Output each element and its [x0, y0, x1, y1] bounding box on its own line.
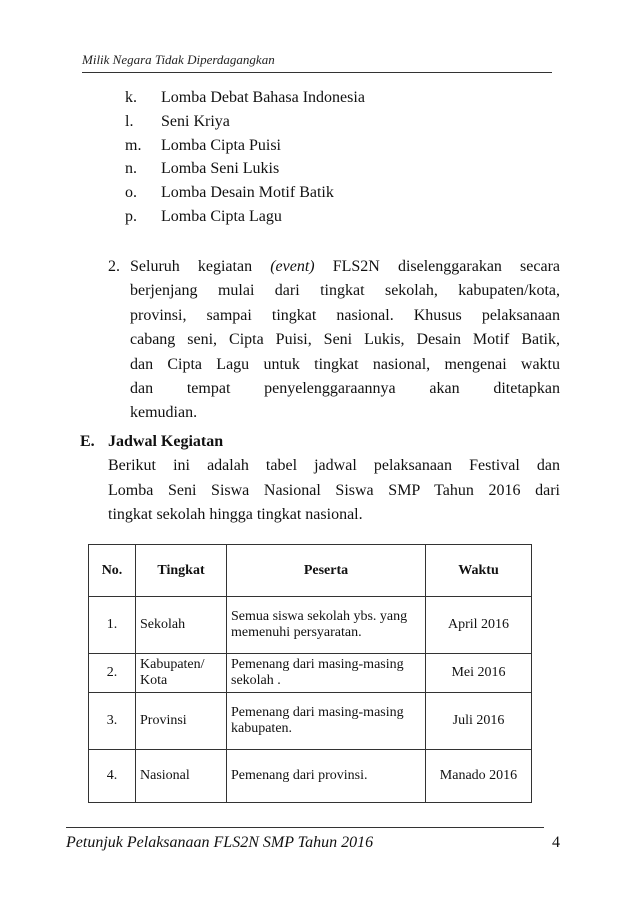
running-header: Milik Negara Tidak Diperdagangkan	[82, 52, 552, 73]
cell-waktu: Manado 2016	[426, 750, 532, 803]
table-row	[89, 693, 532, 750]
cell-peserta: Pemenang dari masing-masing kabupaten.	[227, 693, 426, 750]
list-item-text: Lomba Desain Motif Batik	[161, 184, 334, 202]
paragraph-line: kemudian.	[130, 404, 198, 422]
list-item-text: Lomba Seni Lukis	[161, 160, 280, 178]
paragraph-line: Berikut ini adalah tabel jadwal pelaksanaan Festival dan	[108, 457, 560, 474]
cell-no: 4.	[89, 750, 136, 803]
list-item-label: o.	[125, 184, 137, 202]
list-item-label: n.	[125, 160, 137, 178]
paragraph-line: dan Cipta Lagu untuk tingkat nasional, mengenai waktu	[130, 355, 560, 373]
cell-waktu: Juli 2016	[426, 693, 532, 750]
cell-tingkat: Sekolah	[136, 597, 227, 654]
paragraph-line: tingkat sekolah hingga tingkat nasional.	[108, 506, 363, 523]
section-e-letter: E.	[80, 433, 95, 450]
competition-list	[125, 86, 365, 229]
column-header-peserta: Peserta	[227, 545, 426, 597]
list-item	[125, 181, 365, 205]
table-header-row	[89, 545, 532, 597]
list-item	[125, 86, 365, 110]
list-item-text: Lomba Cipta Puisi	[161, 136, 281, 154]
schedule-table	[88, 544, 532, 803]
table-row	[89, 654, 532, 693]
list-item-label: l.	[125, 112, 134, 130]
list-item	[125, 110, 365, 134]
paragraph-line: dan tempat penyelenggaraannya akan ditetapkan	[130, 379, 560, 397]
cell-peserta: Pemenang dari provinsi.	[227, 750, 426, 803]
cell-waktu: April 2016	[426, 597, 532, 654]
list-item-text: Lomba Cipta Lagu	[161, 207, 282, 225]
cell-no: 2.	[89, 654, 136, 693]
point-2-body	[130, 255, 560, 426]
table-row	[89, 750, 532, 803]
section-e	[80, 430, 560, 528]
paragraph-line: Lomba Seni Siswa Nasional Siswa SMP Tahun 2016 dari	[108, 481, 560, 499]
cell-peserta: Semua siswa sekolah ybs. yang memenuhi persyaratan.	[227, 597, 426, 654]
list-item-text: Lomba Debat Bahasa Indonesia	[161, 89, 365, 106]
list-item-label: p.	[125, 207, 137, 225]
section-e-title: Jadwal Kegiatan	[108, 433, 224, 450]
table-row	[89, 597, 532, 654]
cell-no: 1.	[89, 597, 136, 654]
point-2-paragraph	[108, 255, 560, 426]
footer-title: Petunjuk Pelaksanaan FLS2N SMP Tahun 2016	[66, 834, 374, 851]
page-number: 4	[552, 834, 560, 851]
column-header-tingkat: Tingkat	[136, 545, 227, 597]
cell-waktu: Mei 2016	[426, 654, 532, 693]
section-e-heading	[80, 430, 560, 454]
list-item	[125, 205, 365, 229]
point-2-number: 2.	[108, 258, 120, 275]
cell-no: 3.	[89, 693, 136, 750]
list-item-label: k.	[125, 89, 137, 106]
paragraph-line: Seluruh kegiatan (event) FLS2N diselenggarakan secara	[130, 258, 560, 275]
list-item-text: Seni Kriya	[161, 112, 230, 130]
cell-tingkat: Provinsi	[136, 693, 227, 750]
paragraph-line: cabang seni, Cipta Puisi, Seni Lukis, Desain Motif Batik,	[130, 331, 560, 349]
paragraph-line: berjenjang mulai dari tingkat sekolah, kabupaten/kota,	[130, 282, 560, 300]
event-term: (event)	[270, 258, 315, 275]
cell-tingkat: Nasional	[136, 750, 227, 803]
section-e-intro	[108, 454, 560, 528]
cell-peserta: Pemenang dari masing-masing sekolah .	[227, 654, 426, 693]
paragraph-line: provinsi, sampai tingkat nasional. Khusus pelaksanaan	[130, 306, 560, 324]
running-footer	[66, 834, 560, 852]
column-header-no: No.	[89, 545, 136, 597]
column-header-waktu: Waktu	[426, 545, 532, 597]
footer-divider	[66, 827, 544, 828]
list-item	[125, 134, 365, 158]
list-item-label: m.	[125, 136, 142, 154]
cell-tingkat: Kabupaten/ Kota	[136, 654, 227, 693]
list-item	[125, 157, 365, 181]
